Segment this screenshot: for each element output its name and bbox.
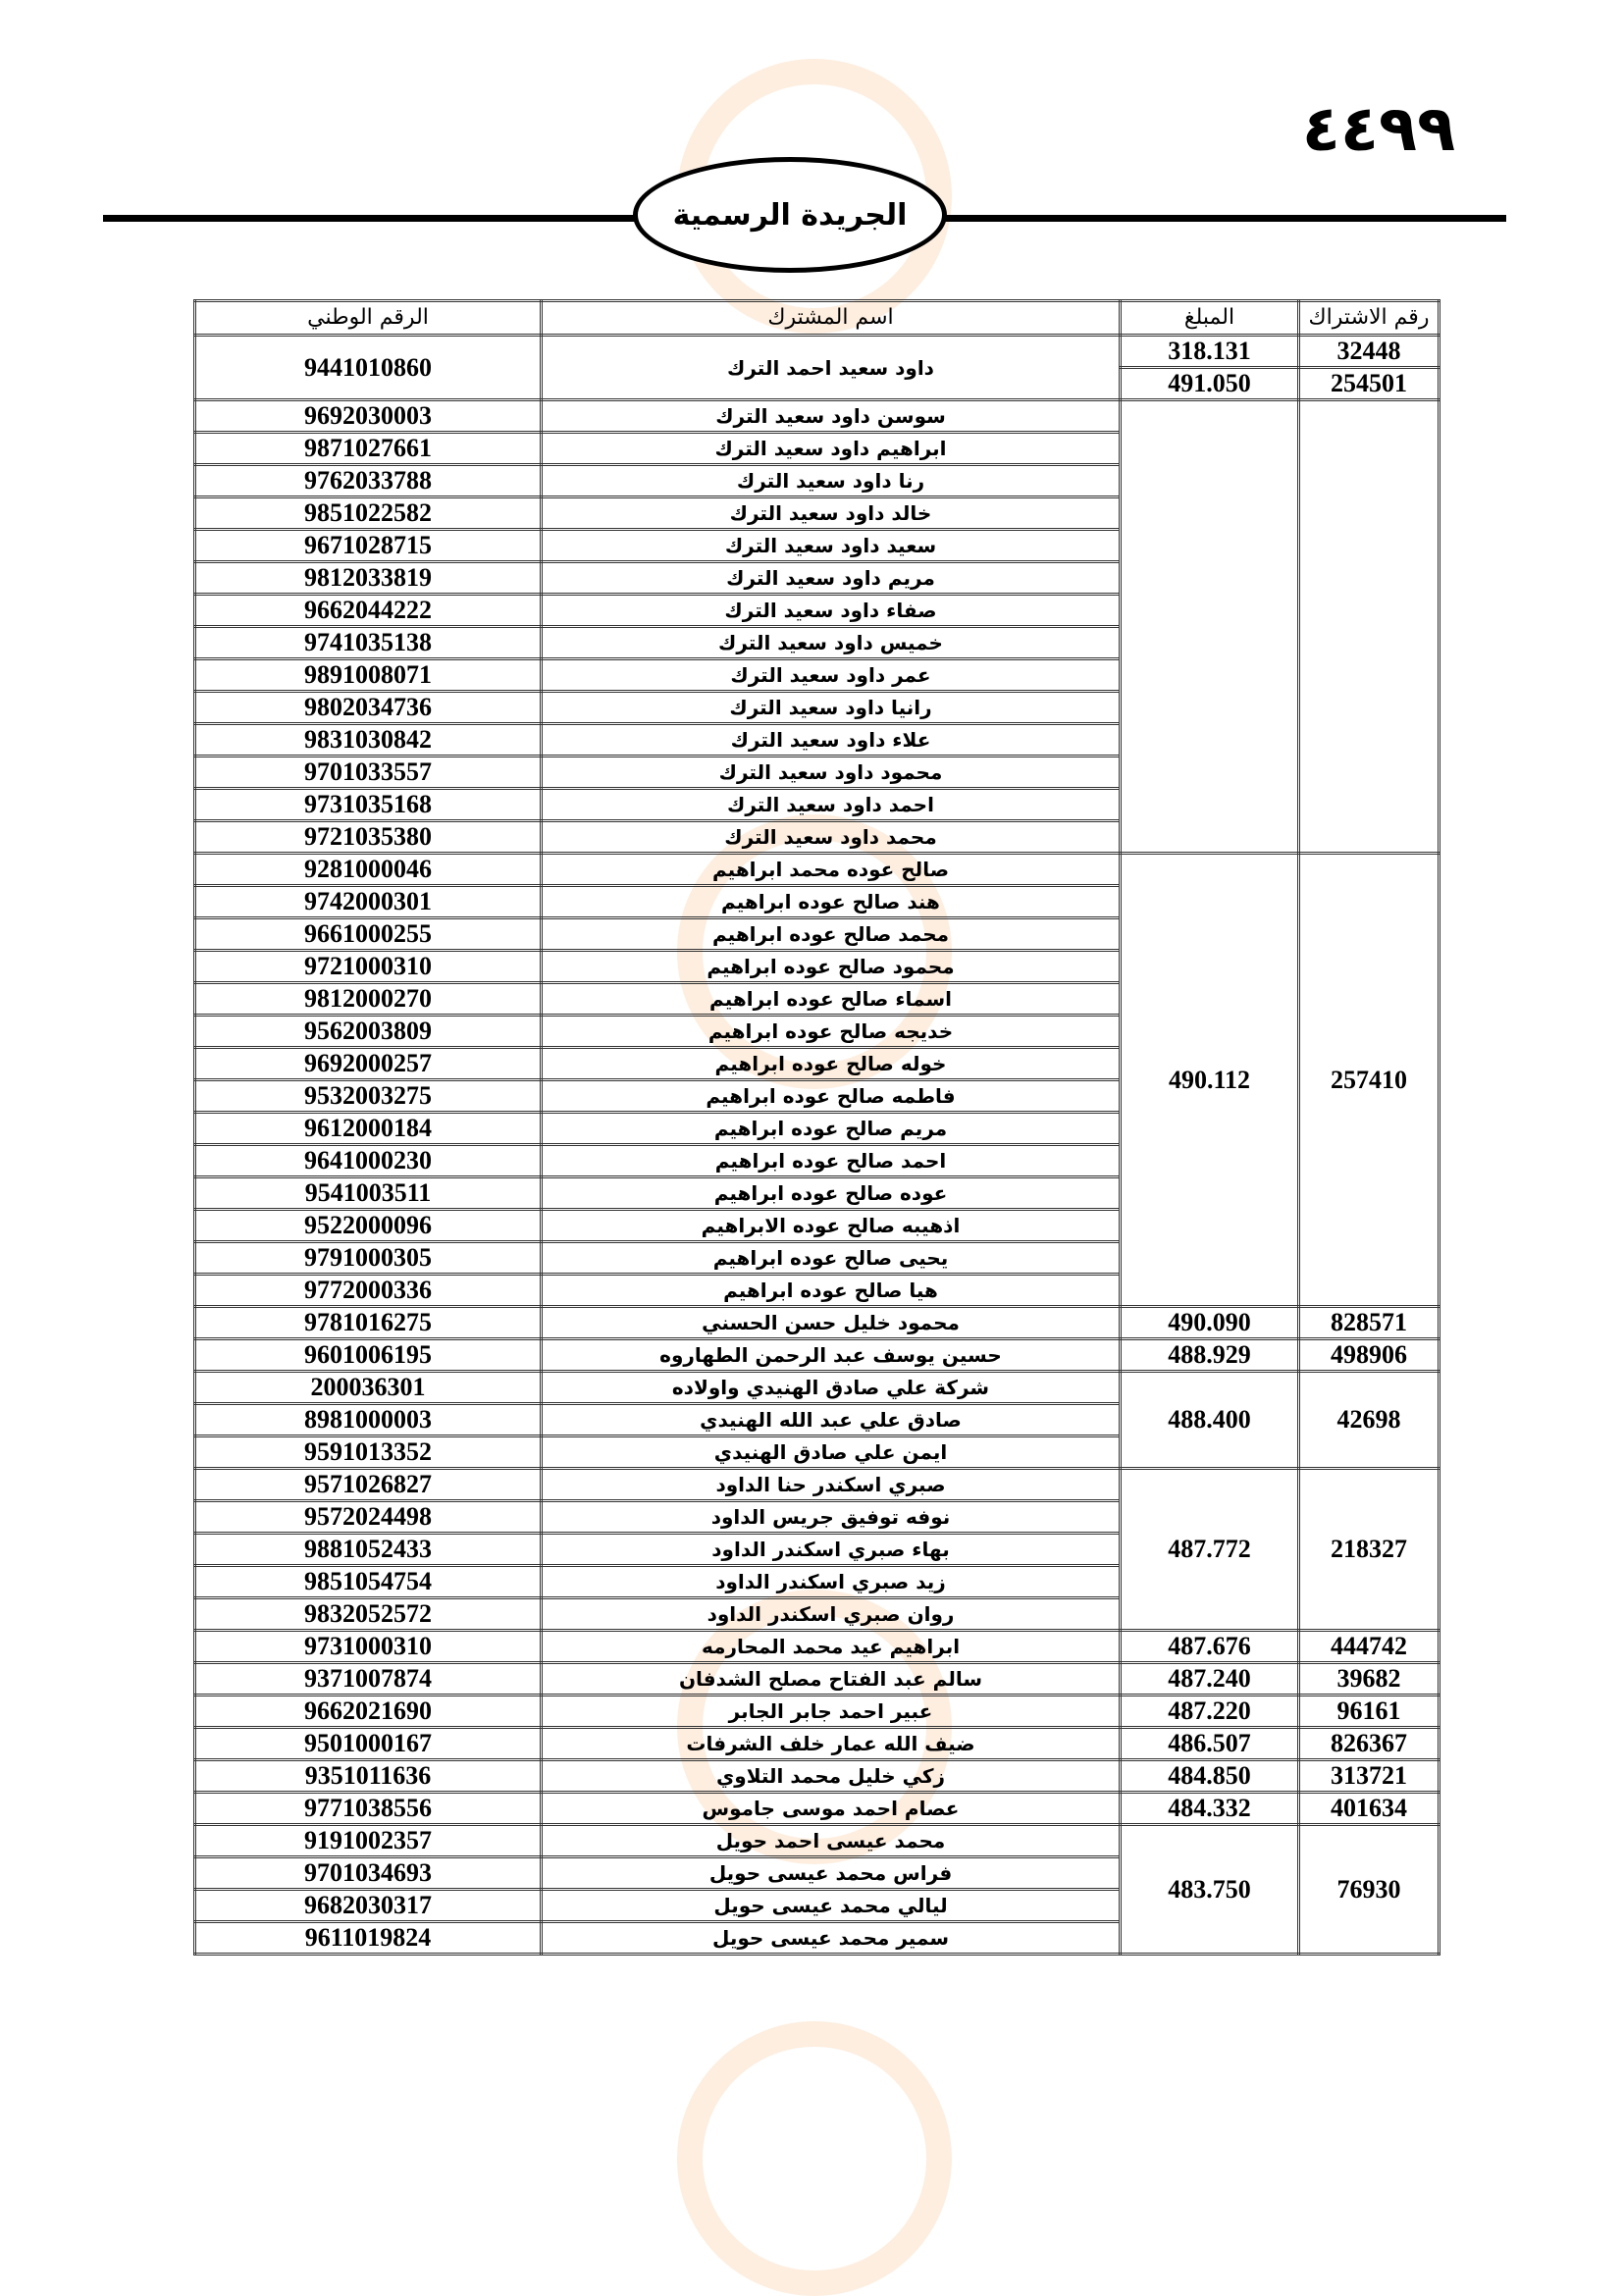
- subscriber-name: فاطمه صالح عوده ابراهيم: [542, 1080, 1121, 1113]
- gazette-title: الجريدة الرسمية: [672, 197, 908, 233]
- amount: 486.507: [1121, 1728, 1299, 1760]
- subscriber-name: روان صبري اسكندر الداود: [542, 1598, 1121, 1631]
- national-id: 9571026827: [195, 1469, 542, 1501]
- national-id: 9881052433: [195, 1534, 542, 1566]
- national-id: 9532003275: [195, 1080, 542, 1113]
- subscriber-name: حسين يوسف عبد الرحمن الطهاروه: [542, 1339, 1121, 1372]
- table-body: [195, 336, 1440, 1955]
- subscriber-name: ضيف الله عمار خلف الشرفات: [542, 1728, 1121, 1760]
- subscription-number: 218327: [1299, 1469, 1440, 1631]
- subscriber-name: صالح عوده محمد ابراهيم: [542, 854, 1121, 886]
- subscription-number: 39682: [1299, 1663, 1440, 1696]
- subscriber-name: سالم عبد الفتاح مصلح الشدفان: [542, 1663, 1121, 1696]
- national-id: 9791000305: [195, 1242, 542, 1275]
- subscription-number: 444742: [1299, 1631, 1440, 1663]
- national-id: 9771038556: [195, 1793, 542, 1825]
- subscription-number: 401634: [1299, 1793, 1440, 1825]
- subscriber-name: احمد داود سعيد الترك: [542, 789, 1121, 821]
- subscription-number: 257410: [1299, 854, 1440, 1307]
- subscriber-name: محمد داود سعيد الترك: [542, 821, 1121, 854]
- national-id: 200036301: [195, 1372, 542, 1404]
- subscriber-name: خالد داود سعيد الترك: [542, 497, 1121, 530]
- table-row: [195, 1793, 1440, 1825]
- national-id: 9501000167: [195, 1728, 542, 1760]
- table-row: [195, 1631, 1440, 1663]
- national-id: 9191002357: [195, 1825, 542, 1857]
- subscriber-name: علاء داود سعيد الترك: [542, 724, 1121, 757]
- table-row: [195, 1663, 1440, 1696]
- subscription-number: 32448: [1299, 336, 1440, 368]
- national-id: 9701034693: [195, 1857, 542, 1890]
- watermark-clock: [677, 2021, 952, 2296]
- national-id: 9541003511: [195, 1177, 542, 1210]
- national-id: 9641000230: [195, 1145, 542, 1177]
- subscriber-name: يحيى صالح عوده ابراهيم: [542, 1242, 1121, 1275]
- subscriber-name: عبير احمد جابر الجابر: [542, 1696, 1121, 1728]
- table-header-row: [195, 301, 1440, 336]
- national-id: 9781016275: [195, 1307, 542, 1339]
- subscriber-name: احمد صالح عوده ابراهيم: [542, 1145, 1121, 1177]
- subscriber-name: هند صالح عوده ابراهيم: [542, 886, 1121, 918]
- subscription-number: [1299, 400, 1440, 854]
- national-id: 9562003809: [195, 1016, 542, 1048]
- national-id: 9692000257: [195, 1048, 542, 1080]
- subscriber-name: خوله صالح عوده ابراهيم: [542, 1048, 1121, 1080]
- subscriber-name: ابراهيم عيد محمد المحارمه: [542, 1631, 1121, 1663]
- national-id: 9891008071: [195, 659, 542, 692]
- national-id: 9281000046: [195, 854, 542, 886]
- subscriber-name: خميس داود سعيد الترك: [542, 627, 1121, 659]
- table-row: [195, 1469, 1440, 1501]
- national-id: 9591013352: [195, 1436, 542, 1469]
- national-id: 9522000096: [195, 1210, 542, 1242]
- col-header-name: اسم المشترك: [542, 301, 1121, 336]
- subscriber-name: عصام احمد موسى جاموس: [542, 1793, 1121, 1825]
- national-id: 9812033819: [195, 562, 542, 595]
- national-id: 9611019824: [195, 1922, 542, 1955]
- subscription-number: 254501: [1299, 368, 1440, 400]
- national-id: 9731000310: [195, 1631, 542, 1663]
- national-id: 9731035168: [195, 789, 542, 821]
- subscriber-name: محمود داود سعيد الترك: [542, 757, 1121, 789]
- national-id: 9682030317: [195, 1890, 542, 1922]
- page-number: ٤٤٩٩: [1301, 93, 1456, 166]
- national-id: 9831030842: [195, 724, 542, 757]
- table-row: [195, 1728, 1440, 1760]
- table-row: [195, 1760, 1440, 1793]
- subscriber-name: سمير محمد عيسى حويل: [542, 1922, 1121, 1955]
- amount: 487.676: [1121, 1631, 1299, 1663]
- subscriber-name: زكي خليل محمد التلاوي: [542, 1760, 1121, 1793]
- table-row: [195, 854, 1440, 886]
- subscription-number: 498906: [1299, 1339, 1440, 1372]
- amount: 488.400: [1121, 1372, 1299, 1469]
- subscription-number: 828571: [1299, 1307, 1440, 1339]
- subscriber-name: صفاء داود سعيد الترك: [542, 595, 1121, 627]
- national-id: 9871027661: [195, 433, 542, 465]
- amount: 484.850: [1121, 1760, 1299, 1793]
- amount: 484.332: [1121, 1793, 1299, 1825]
- subscriber-name: ايمن علي صادق الهنيدي: [542, 1436, 1121, 1469]
- national-id: 9851054754: [195, 1566, 542, 1598]
- national-id: 9802034736: [195, 692, 542, 724]
- subscriber-name: عمر داود سعيد الترك: [542, 659, 1121, 692]
- subscriber-name: خديجه صالح عوده ابراهيم: [542, 1016, 1121, 1048]
- subscriber-name: رانيا داود سعيد الترك: [542, 692, 1121, 724]
- national-id: 8981000003: [195, 1404, 542, 1436]
- subscriber-name: سوسن داود سعيد الترك: [542, 400, 1121, 433]
- national-id: 9812000270: [195, 983, 542, 1016]
- national-id: 9772000336: [195, 1275, 542, 1307]
- national-id: 9692030003: [195, 400, 542, 433]
- subscriber-name: بهاء صبري اسكندر الداود: [542, 1534, 1121, 1566]
- table-row: [195, 1339, 1440, 1372]
- national-id: 9612000184: [195, 1113, 542, 1145]
- subscriber-name: مريم صالح عوده ابراهيم: [542, 1113, 1121, 1145]
- amount: [1121, 400, 1299, 854]
- subscriber-name: صادق علي عبد الله الهنيدي: [542, 1404, 1121, 1436]
- subscriber-name: اسماء صالح عوده ابراهيم: [542, 983, 1121, 1016]
- col-header-amount: المبلغ: [1121, 301, 1299, 336]
- subscriber-name: صبري اسكندر حنا الداود: [542, 1469, 1121, 1501]
- subscriber-name: هيا صالح عوده ابراهيم: [542, 1275, 1121, 1307]
- subscriber-name: فراس محمد عيسى حويل: [542, 1857, 1121, 1890]
- subscriber-name: نوفه توفيق جريس الداود: [542, 1501, 1121, 1534]
- national-id: 9371007874: [195, 1663, 542, 1696]
- subscription-number: 826367: [1299, 1728, 1440, 1760]
- national-id: 9662044222: [195, 595, 542, 627]
- national-id: 9742000301: [195, 886, 542, 918]
- table-row: [195, 336, 1440, 368]
- subscriber-name: مريم داود سعيد الترك: [542, 562, 1121, 595]
- table-row: [195, 1307, 1440, 1339]
- national-id: 9721035380: [195, 821, 542, 854]
- amount: 490.090: [1121, 1307, 1299, 1339]
- col-header-subscription: رقم الاشتراك: [1299, 301, 1440, 336]
- table-row: [195, 1372, 1440, 1404]
- national-id: 9661000255: [195, 918, 542, 951]
- national-id: 9601006195: [195, 1339, 542, 1372]
- subscription-number: 313721: [1299, 1760, 1440, 1793]
- subscriber-name: محمد صالح عوده ابراهيم: [542, 918, 1121, 951]
- subscription-number: 42698: [1299, 1372, 1440, 1469]
- national-id: 9572024498: [195, 1501, 542, 1534]
- subscriber-name: اذهيبه صالح عوده الابراهيم: [542, 1210, 1121, 1242]
- subscription-number: 96161: [1299, 1696, 1440, 1728]
- amount: 491.050: [1121, 368, 1299, 400]
- national-id: 9671028715: [195, 530, 542, 562]
- amount: 490.112: [1121, 854, 1299, 1307]
- amount: 487.240: [1121, 1663, 1299, 1696]
- national-id: 9351011636: [195, 1760, 542, 1793]
- subscribers-table: [193, 299, 1440, 1956]
- amount: 487.220: [1121, 1696, 1299, 1728]
- table-row: [195, 1825, 1440, 1857]
- amount: 318.131: [1121, 336, 1299, 368]
- national-id: 9741035138: [195, 627, 542, 659]
- subscriber-name: سعيد داود سعيد الترك: [542, 530, 1121, 562]
- national-id: 9762033788: [195, 465, 542, 497]
- table-row: [195, 1696, 1440, 1728]
- subscriber-name: رنا داود سعيد الترك: [542, 465, 1121, 497]
- table-row: [195, 400, 1440, 433]
- subscription-number: 76930: [1299, 1825, 1440, 1955]
- national-id: 9851022582: [195, 497, 542, 530]
- subscriber-name: داود سعيد احمد الترك: [542, 336, 1121, 400]
- national-id: 9441010860: [195, 336, 542, 400]
- national-id: 9832052572: [195, 1598, 542, 1631]
- subscriber-name: محمود خليل حسن الحسني: [542, 1307, 1121, 1339]
- subscriber-name: ليالي محمد عيسى حويل: [542, 1890, 1121, 1922]
- amount: 483.750: [1121, 1825, 1299, 1955]
- amount: 487.772: [1121, 1469, 1299, 1631]
- national-id: 9662021690: [195, 1696, 542, 1728]
- amount: 488.929: [1121, 1339, 1299, 1372]
- subscriber-name: زيد صبري اسكندر الداود: [542, 1566, 1121, 1598]
- subscriber-name: محمد عيسى احمد حويل: [542, 1825, 1121, 1857]
- gazette-title-oval: [633, 157, 947, 273]
- subscriber-name: محمود صالح عوده ابراهيم: [542, 951, 1121, 983]
- national-id: 9701033557: [195, 757, 542, 789]
- subscriber-name: ابراهيم داود سعيد الترك: [542, 433, 1121, 465]
- col-header-national-id: الرقم الوطني: [195, 301, 542, 336]
- subscriber-name: شركة علي صادق الهنيدي واولاده: [542, 1372, 1121, 1404]
- subscriber-name: عوده صالح عوده ابراهيم: [542, 1177, 1121, 1210]
- national-id: 9721000310: [195, 951, 542, 983]
